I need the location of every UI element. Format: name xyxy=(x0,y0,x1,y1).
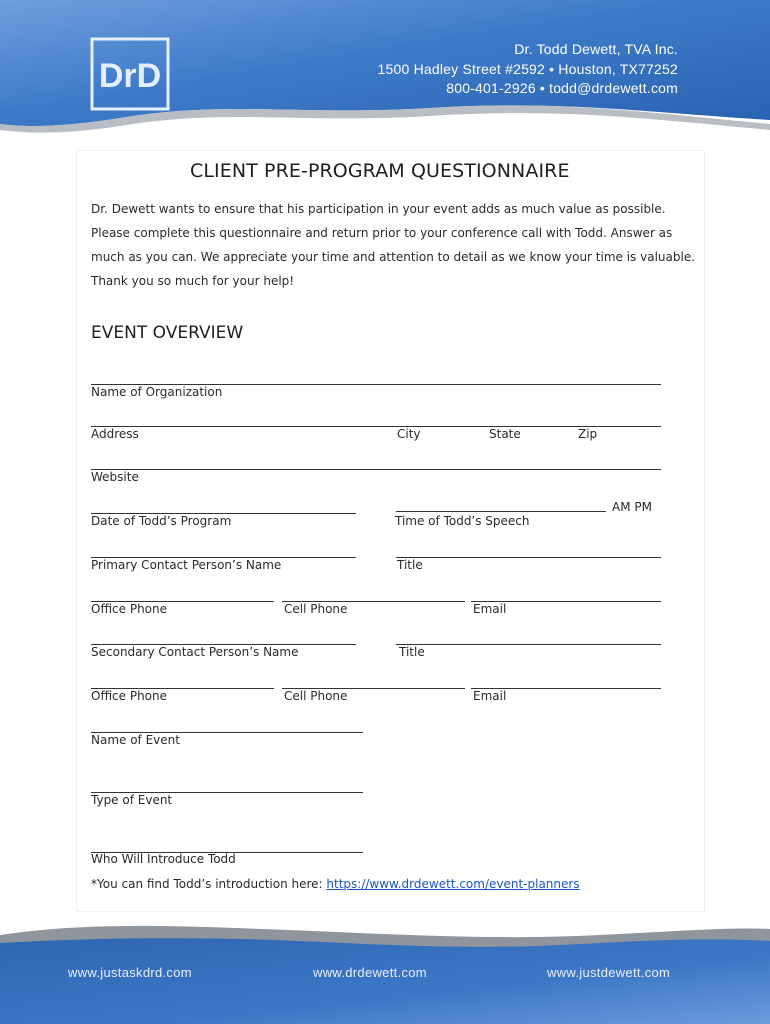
primary-title-label: Title xyxy=(397,558,423,572)
form-title: CLIENT PRE-PROGRAM QUESTIONNAIRE xyxy=(190,160,570,182)
letterhead-header xyxy=(0,0,770,145)
company-phone-email: 800-401-2926 • todd@drdewett.com xyxy=(446,80,678,96)
event-type-label: Type of Event xyxy=(91,793,173,807)
logo-text: DrD xyxy=(98,57,162,95)
introducer-label: Who Will Introduce Todd xyxy=(91,852,236,866)
website-label: Website xyxy=(91,470,139,484)
letterhead-footer xyxy=(0,915,770,1024)
organization-label: Name of Organization xyxy=(91,385,223,399)
cell-phone-1-label: Cell Phone xyxy=(284,602,348,616)
secondary-contact-label: Secondary Contact Person’s Name xyxy=(91,645,299,659)
company-address: 1500 Hadley Street #2592 • Houston, TX77252 xyxy=(377,60,678,77)
office-phone-1-label: Office Phone xyxy=(91,602,168,616)
intro-line: Thank you so much for your help! xyxy=(91,274,295,288)
zip-label: Zip xyxy=(578,427,598,441)
event-name-label: Name of Event xyxy=(91,733,180,747)
primary-title-field[interactable] xyxy=(396,557,661,558)
website-field[interactable] xyxy=(91,469,661,470)
secondary-title-label: Title xyxy=(399,645,425,659)
footer-link-justdewett[interactable]: www.justdewett.com xyxy=(547,965,671,980)
cell-phone-2-label: Cell Phone xyxy=(284,689,348,703)
state-label: State xyxy=(489,427,521,441)
intro-paragraph xyxy=(91,197,696,293)
event-planners-link[interactable]: https://www.drdewett.com/event-planners xyxy=(326,877,580,891)
intro-line: Dr. Dewett wants to ensure that his participation in your event adds as much value as possible. xyxy=(91,202,666,216)
intro-line: much as you can. We appreciate your time and attention to detail as we know your time is valuable. xyxy=(91,250,696,264)
primary-contact-label: Primary Contact Person’s Name xyxy=(91,558,282,572)
program-date-label: Date of Todd’s Program xyxy=(91,514,232,528)
address-label: Address xyxy=(91,427,139,441)
company-name: Dr. Todd Dewett, TVA Inc. xyxy=(514,41,678,57)
email-2-label: Email xyxy=(473,689,507,703)
introduction-note-text: *You can find Todd’s introduction here: xyxy=(91,877,327,891)
email-1-label: Email xyxy=(473,602,507,616)
speech-time-field[interactable] xyxy=(396,511,606,512)
am-pm-option[interactable]: AM PM xyxy=(612,500,652,514)
section-title-event-overview: EVENT OVERVIEW xyxy=(91,323,244,343)
footer-link-justaskdrd[interactable]: www.justaskdrd.com xyxy=(68,965,192,980)
contact-block xyxy=(378,40,678,99)
city-label: City xyxy=(397,427,421,441)
drd-logo xyxy=(90,37,170,111)
office-phone-2-label: Office Phone xyxy=(91,689,168,703)
speech-time-label: Time of Todd’s Speech xyxy=(395,514,530,528)
introduction-note xyxy=(91,877,580,891)
address-field[interactable] xyxy=(91,426,661,427)
secondary-title-field[interactable] xyxy=(396,644,661,645)
footer-link-drdewett[interactable]: www.drdewett.com xyxy=(313,965,427,980)
intro-line: Please complete this questionnaire and return prior to your conference call with Todd. Answer as xyxy=(91,226,673,240)
